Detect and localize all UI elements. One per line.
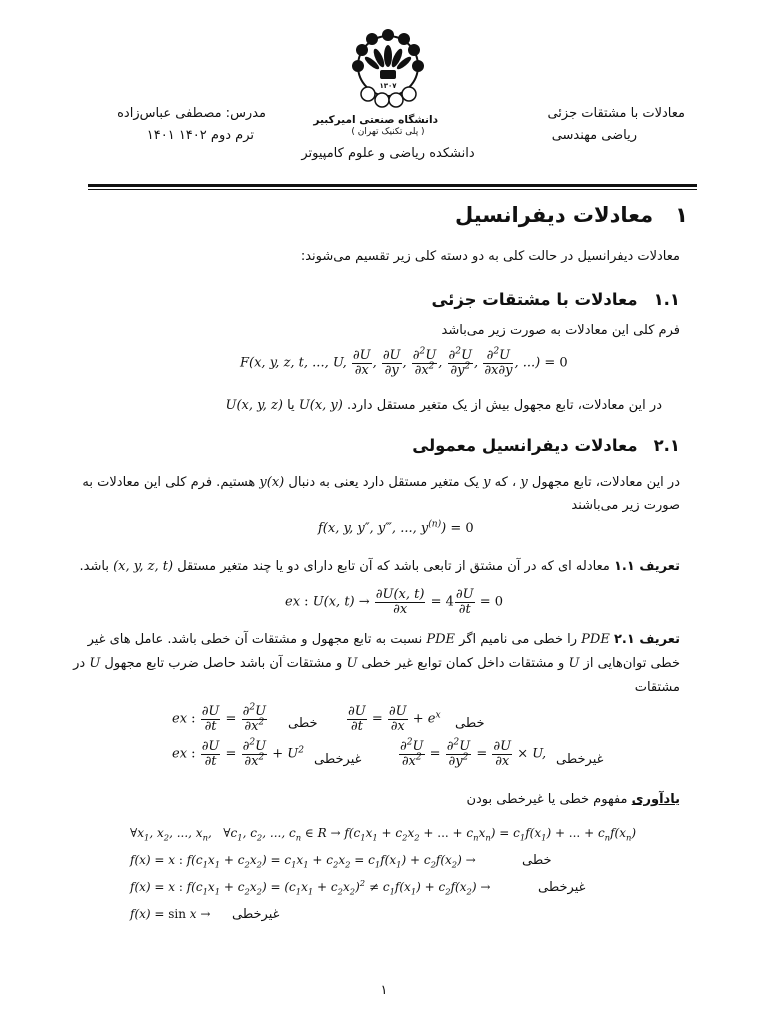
section-number: ۱ bbox=[675, 203, 688, 227]
subsection-number: ۲.۱ bbox=[653, 436, 680, 455]
linearity-definition: $\forall x_1$, $x_2$, ..., $x_n$, $\forall c_1$, $c_2$, ..., $c_n$ ∈ $R \to f(c_1x_1 + c_2x_2$ + ... + $c_nx_n) = c_1f(x_1)$ + ... + $c_nf(x_n)$ bbox=[130, 826, 637, 843]
definition-text: خطی توان‌هایی از bbox=[583, 656, 680, 671]
header-rule-thin bbox=[88, 189, 697, 190]
definition-2-line3: مشتقات bbox=[634, 680, 680, 695]
polytechnic-label: ( پلی تکنیک تهران ) bbox=[351, 127, 425, 137]
reminder-label: یادآوری bbox=[631, 792, 680, 807]
term-label: ترم دوم ۱۴۰۲ ۱۴۰۱ bbox=[146, 128, 254, 143]
section-intro: معادلات دیفرانسیل در حالت کلی به دو دسته کلی زیر تقسیم می‌شوند: bbox=[300, 249, 680, 264]
example-linear-1: ex : $\frac{\partial U}{\partial t}$ = $\frac{\partial^2U}{\partial x^2}$ bbox=[172, 702, 267, 734]
ode-general-form: f(x, y, y″, y‴, ..., $y^{(n)}) = 0$ bbox=[318, 519, 474, 536]
example-nonlinear-2: $\frac{\partial^2U}{\partial x^2}$ = $\frac{\partial^2U}{\partial y^2}$ = $\frac{\partial U}{\partial x}$ × U, bbox=[400, 737, 547, 769]
nonlinear-label: غیرخطی bbox=[232, 907, 280, 922]
linearity-example-nonlinear: f(x) = x : $f(c_1x_1 + c_2x_2) = (c_1x_1 + c_2x_2)^2 \ne c_1f(x_1) + c_2f(x_2)$ → bbox=[130, 878, 491, 897]
definition-text-end: باشد. bbox=[79, 559, 109, 574]
or-word: یا bbox=[287, 398, 295, 413]
definition-text: را خطی می نامیم اگر bbox=[459, 632, 578, 647]
ode-text-c: یک متغیر مستقل دارد یعنی به دنبال bbox=[288, 475, 480, 490]
subsection-heading bbox=[431, 290, 680, 309]
definition-2-line2: خطی توان‌هایی از U و مشتقات داخل کمان توابع غیر خطی U و مشتقات آن باشد حاصل ضرب تابع مجهول U در bbox=[73, 656, 680, 671]
subsection-heading bbox=[412, 436, 680, 455]
reminder bbox=[466, 792, 680, 807]
definition-label: تعریف ۱.۱ bbox=[613, 559, 680, 574]
ode-description-line1: در این معادلات، تابع مجهول y ، که y یک متغیر مستقل دارد یعنی به دنبال y(x) هستیم. فرم کلی این معادلات به bbox=[82, 475, 680, 490]
definition-example: ex : U(x, t) → $\frac{\partial U(x, t)}{\partial x}$ = 4 $\frac{\partial U}{\partial t}$ = 0 bbox=[285, 587, 504, 617]
pde-abbrev: PDE bbox=[581, 632, 610, 647]
header-rule-thick bbox=[88, 184, 697, 187]
subsection-title: معادلات دیفرانسیل معمولی bbox=[412, 436, 638, 455]
pde-general-form: F(x, y, z, t, ..., U, $\frac{\partial U}{\partial x}$ , $\frac{\partial U}{\partial y}$ , $\frac{\partial^2U}{\partial x^2}$ , $\frac{\partial^2U}{\partial y^2}$ , $\frac{\partial^2U}{\partial x\partial y}$ , ...) = 0 bbox=[240, 346, 568, 378]
section-heading bbox=[455, 203, 688, 227]
logo-year: ۱۳۰۷ bbox=[379, 82, 397, 90]
course-title: معادلات با مشتقات جزئی bbox=[547, 106, 685, 121]
instructor-name: مدرس: مصطفی عباس‌زاده bbox=[117, 106, 266, 121]
ode-text-a: در این معادلات، تابع مجهول bbox=[531, 475, 680, 490]
nonlinear-label: غیرخطی bbox=[538, 880, 586, 895]
pde-description-text: در این معادلات، تابع مجهول بیش از یک متغیر مستقل دارد. bbox=[347, 398, 662, 413]
definition-2-line1 bbox=[88, 632, 680, 647]
university-logo bbox=[348, 22, 428, 114]
linear-label: خطی bbox=[522, 853, 552, 868]
definition-1: تعریف ۱.۱ معادله ای که در آن مشتق از تابعی باشد که آن تابع دارای دو یا چند متغیر مستقل (x, y, z, t) باشد. bbox=[79, 559, 680, 574]
page-number: ۱ bbox=[380, 983, 388, 998]
ode-text-d: هستیم. فرم کلی این معادلات به bbox=[82, 475, 256, 490]
pde-abbrev: PDE bbox=[426, 632, 456, 647]
section-title: معادلات دیفرانسیل bbox=[454, 203, 654, 227]
sin-example: f(x) = sin x → bbox=[130, 907, 211, 921]
ode-description-line2: صورت زیر می‌باشند bbox=[571, 498, 680, 513]
nonlinear-label: غیرخطی bbox=[556, 752, 604, 767]
pde-description: در این معادلات، تابع مجهول بیش از یک متغیر مستقل دارد. U(x, y) یا U(x, y, z) bbox=[225, 398, 662, 413]
reminder-text: مفهوم خطی یا غیرخطی بودن bbox=[466, 792, 628, 807]
linearity-example-linear: f(x) = x : $f(c_1x_1 + c_2x_2) = c_1x_1 + c_2x_2 = c_1f(x_1) + c_2f(x_2)$ → bbox=[130, 853, 476, 870]
nonlinear-label: غیرخطی bbox=[314, 752, 362, 767]
definition-text: و مشتقات آن باشد حاصل ضرب تابع مجهول bbox=[104, 656, 343, 671]
faculty-name: دانشکده ریاضی و علوم کامپیوتر bbox=[301, 146, 475, 161]
linear-label: خطی bbox=[455, 716, 485, 731]
definition-text: و مشتقات داخل کمان توابع غیر خطی bbox=[361, 656, 565, 671]
subsection-title: معادلات با مشتقات جزئی bbox=[431, 290, 638, 309]
example-nonlinear-1: ex : $\frac{\partial U}{\partial t}$ = $\frac{\partial^2U}{\partial x^2}$ + $U^2$ bbox=[172, 737, 305, 769]
course-subtitle: ریاضی مهندسی bbox=[551, 128, 637, 143]
example-linear-2: $\frac{\partial U}{\partial t}$ = $\frac{\partial U}{\partial x}$ + $e^x$ bbox=[348, 704, 441, 734]
ode-text-b: ، که bbox=[494, 475, 517, 490]
university-name: دانشگاه صنعتی امیرکبیر bbox=[313, 114, 438, 126]
definition-text: نسبت به تابع مجهول و مشتقات آن خطی باشد. عامل های غیر bbox=[87, 632, 423, 647]
definition-text: در bbox=[73, 656, 86, 671]
definition-text: معادله ای که در آن مشتق از تابعی باشد که آن تابع دارای دو یا چند متغیر مستقل bbox=[177, 559, 610, 574]
linear-label: خطی bbox=[288, 716, 318, 731]
subsection-number: ۱.۱ bbox=[653, 290, 680, 309]
definition-label: تعریف ۲.۱ bbox=[613, 632, 680, 647]
general-form-text: فرم کلی این معادلات به صورت زیر می‌باشد bbox=[441, 323, 680, 338]
